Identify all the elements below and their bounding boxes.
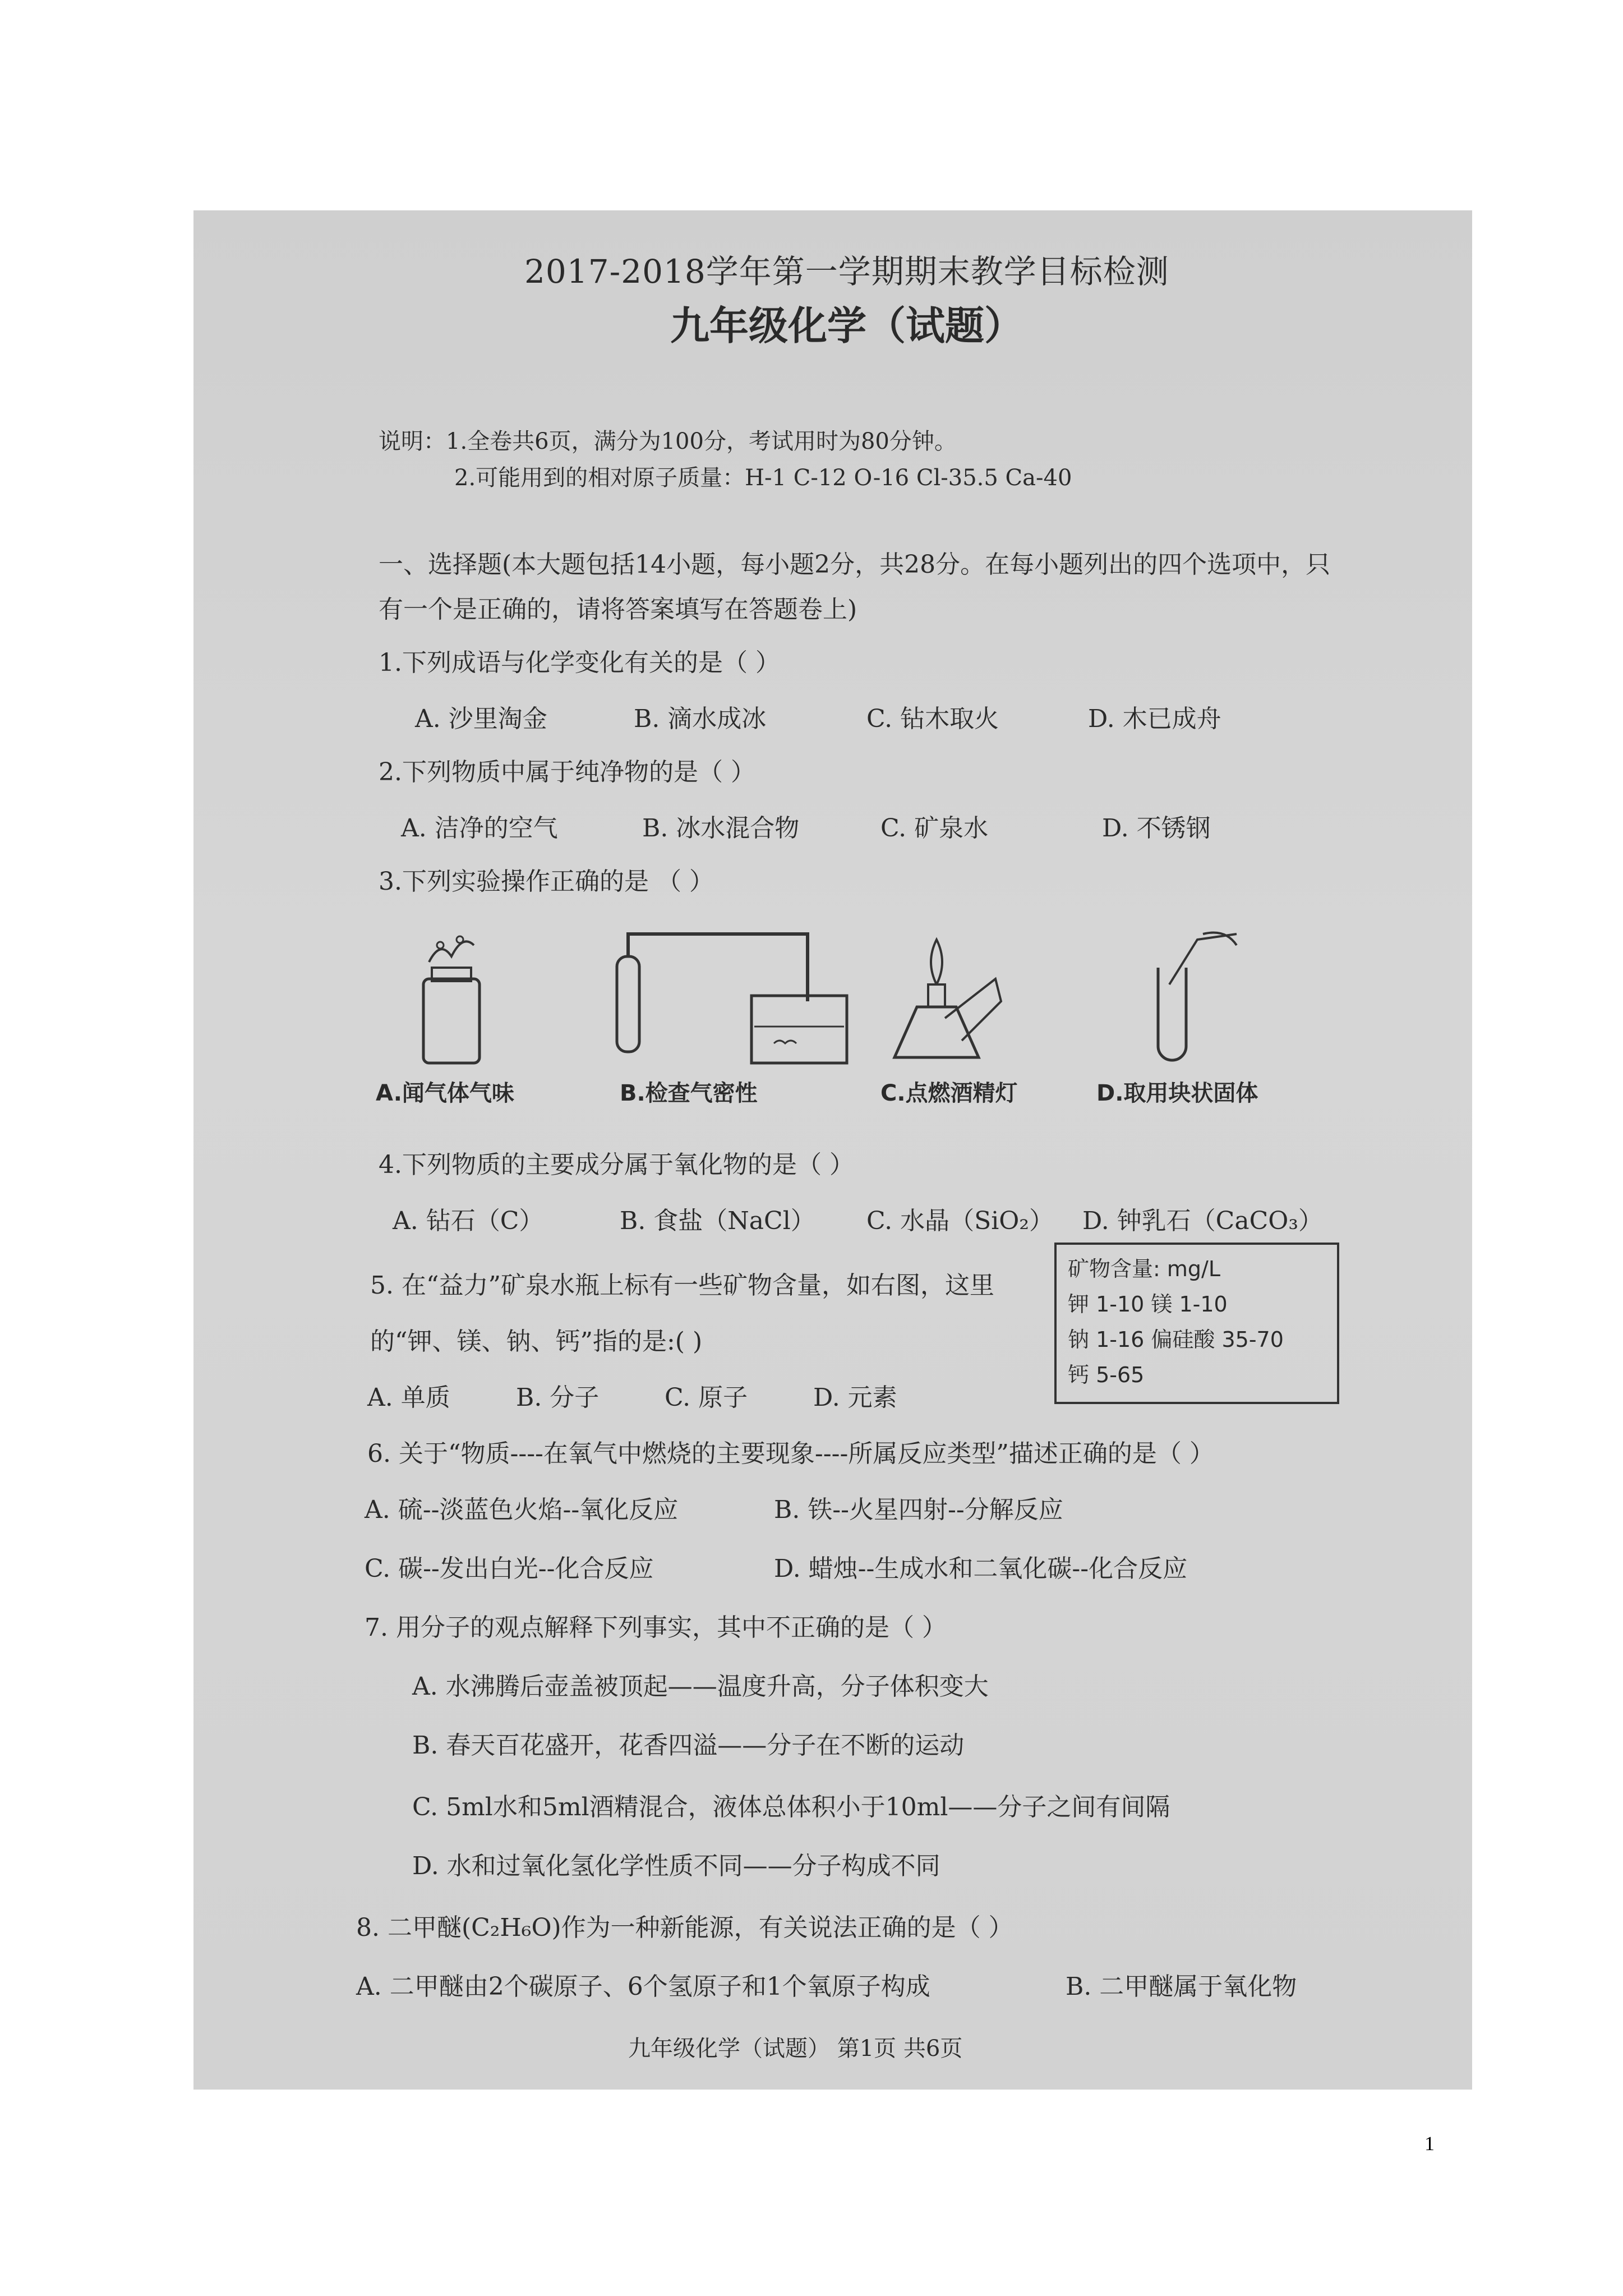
air-tightness-figure [606,923,852,1069]
page-footer: 九年级化学（试题） 第1页 共6页 [628,2036,963,2062]
question-8: 8. 二甲醚(C₂H₆O)作为一种新能源，有关说法正确的是（ ） [356,1913,1013,1942]
q4-option-b: B. 食盐（NaCl） [620,1207,815,1235]
q3-caption-a: A.闻气体气味 [376,1080,514,1106]
mineral-box-title: 矿物含量: mg/L [1068,1257,1220,1281]
instructions-line-1: 说明：1.全卷共6页，满分为100分，考试用时为80分钟。 [379,429,957,454]
mineral-row-3: 钙 5-65 [1068,1363,1145,1387]
q6-option-c: C. 碳--发出白光--化合反应 [365,1554,654,1583]
q2-option-d: D. 不锈钢 [1102,814,1211,843]
solid-sampling-figure [1136,923,1248,1069]
q7-option-a: A. 水沸腾后壶盖被顶起——温度升高，分子体积变大 [412,1672,989,1701]
q8-option-b: B. 二甲醚属于氧化物 [1066,1972,1297,2001]
question-7: 7. 用分子的观点解释下列事实，其中不正确的是（ ） [365,1613,947,1642]
q1-option-c: C. 钻木取火 [866,705,999,733]
q4-option-d: D. 钟乳石（CaCO₃） [1082,1207,1323,1235]
question-3: 3.下列实验操作正确的是 （ ） [379,867,714,896]
q3-caption-d: D.取用块状固体 [1096,1080,1258,1106]
section-heading-line-2: 有一个是正确的，请将答案填写在答题卷上) [379,595,857,624]
q6-option-a: A. 硫--淡蓝色火焰--氧化反应 [365,1496,679,1524]
q6-option-b: B. 铁--火星四射--分解反应 [774,1496,1063,1524]
q1-option-d: D. 木已成舟 [1088,705,1221,733]
q6-option-d: D. 蜡烛--生成水和二氧化碳--化合反应 [774,1554,1188,1583]
question-4: 4.下列物质的主要成分属于氧化物的是（ ） [379,1151,854,1179]
section-heading-line-1: 一、选择题(本大题包括14小题，每小题2分，共28分。在每小题列出的四个选项中，只 [379,550,1331,579]
question-6: 6. 关于“物质----在氧气中燃烧的主要现象----所属反应类型”描述正确的是（ ） [367,1439,1214,1468]
q7-option-d: D. 水和过氧化氢化学性质不同——分子构成不同 [412,1852,940,1880]
smell-gas-figure [412,928,491,1069]
q4-option-c: C. 水晶（SiO₂） [866,1207,1054,1235]
q2-option-a: A. 洁净的空气 [401,814,558,843]
q2-option-c: C. 矿泉水 [880,814,989,843]
alcohol-lamp-figure [883,928,1007,1069]
exam-title: 2017-2018学年第一学期期末教学目标检测 [524,252,1169,291]
question-5-line-1: 5. 在“益力”矿泉水瓶上标有一些矿物含量，如右图，这里 [370,1271,994,1300]
q5-option-b: B. 分子 [516,1383,600,1412]
question-5-line-2: 的“钾、镁、钠、钙”指的是:( ) [370,1327,703,1356]
q8-option-a: A. 二甲醚由2个碳原子、6个氢原子和1个氧原子构成 [356,1972,930,2001]
mineral-content-box [1054,1243,1339,1404]
q7-option-b: B. 春天百花盛开，花香四溢——分子在不断的运动 [412,1731,965,1760]
mineral-row-2: 钠 1-16 偏硅酸 35-70 [1068,1327,1284,1352]
mineral-row-1: 钾 1-10 镁 1-10 [1068,1292,1228,1317]
q5-option-d: D. 元素 [813,1383,897,1412]
instructions-line-2: 2.可能用到的相对原子质量：H-1 C-12 O-16 Cl-35.5 Ca-40 [454,465,1072,491]
q2-option-b: B. 冰水混合物 [642,814,800,843]
exam-subtitle: 九年级化学（试题） [670,302,1023,349]
q3-caption-b: B.检查气密性 [620,1080,758,1106]
q4-option-a: A. 钻石（C） [393,1207,544,1235]
q1-option-a: A. 沙里淘金 [415,705,547,733]
scanned-exam-page [193,210,1472,2090]
q3-caption-c: C.点燃酒精灯 [880,1080,1018,1106]
q1-option-b: B. 滴水成冰 [634,705,767,733]
q5-option-a: A. 单质 [367,1383,450,1412]
question-1: 1.下列成语与化学变化有关的是（ ） [379,648,780,677]
question-2: 2.下列物质中属于纯净物的是（ ） [379,758,755,786]
q5-option-c: C. 原子 [665,1383,748,1412]
q7-option-c: C. 5ml水和5ml酒精混合，液体总体积小于10ml——分子之间有间隔 [412,1793,1170,1821]
page-number: 1 [1424,2132,1435,2155]
